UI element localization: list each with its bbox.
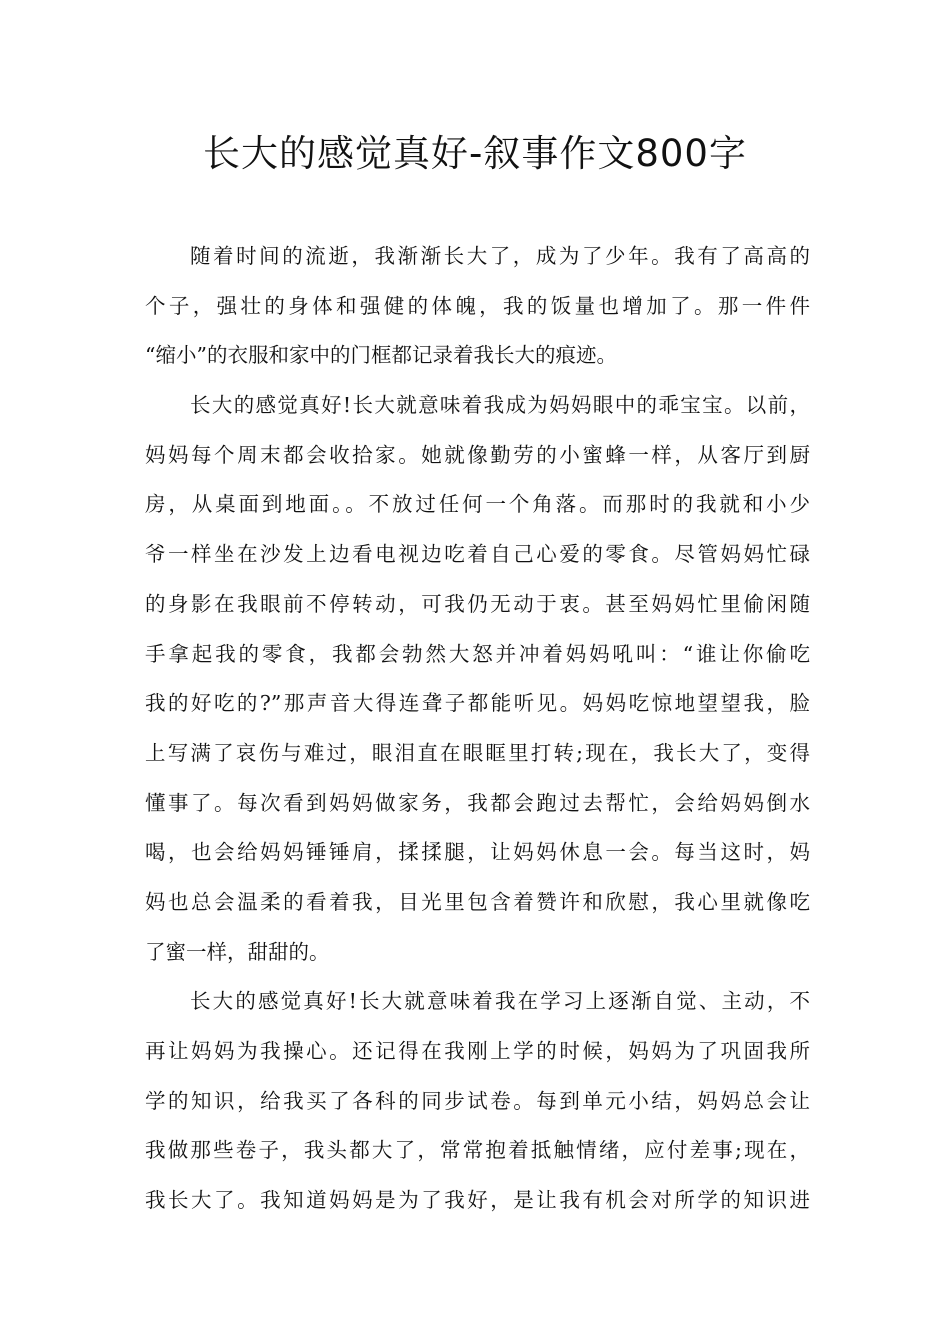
paragraph-2-line-9: 懂事了。每次看到妈妈做家务，我都会跑过去帮忙，会给妈妈倒水 [145,790,810,815]
paragraph-3-line-2: 再让妈妈为我操心。还记得在我刚上学的时候，妈妈为了巩固我所 [145,1039,810,1063]
paragraph-3-line-3: 学的知识，给我买了各科的同步试卷。每到单元小结，妈妈总会让 [145,1088,810,1113]
document-title: 长大的感觉真好-叙事作文800字 [203,132,747,175]
paragraph-2-line-11: 妈也总会温柔的看着我，目光里包含着赞许和欣慰，我心里就像吃 [145,889,810,914]
paragraph-2-line-5: 的身影在我眼前不停转动，可我仍无动于衷。甚至妈妈忙里偷闲随 [145,591,810,616]
paragraph-2-line-6: 手拿起我的零食，我都会勃然大怒并冲着妈妈吼叫：“谁让你偷吃 [145,641,810,666]
paragraph-2-line-8: 上写满了哀伤与难过，眼泪直在眼眶里打转;现在，我长大了，变得 [145,740,810,765]
paragraph-2-line-1: 长大的感觉真好!长大就意味着我成为妈妈眼中的乖宝宝。以前， [190,393,810,418]
paragraph-2-line-12: 了蜜一样，甜甜的。 [145,939,330,964]
paragraph-1-line-3: “缩小”的衣服和家中的门框都记录着我长大的痕迹。 [145,343,617,368]
paragraph-1-line-1: 随着时间的流逝，我渐渐长大了，成为了少年。我有了高高的 [190,244,810,268]
paragraph-3-line-1: 长大的感觉真好!长大就意味着我在学习上逐渐自觉、主动，不 [190,989,810,1014]
paragraph-3-line-4: 我做那些卷子，我头都大了，常常抱着抵触情绪，应付差事;现在， [145,1138,810,1163]
paragraph-2-line-4: 爷一样坐在沙发上边看电视边吃着自己心爱的零食。尽管妈妈忙碌 [145,542,810,567]
paragraph-2-line-10: 喝，也会给妈妈锤锤肩，揉揉腿，让妈妈休息一会。每当这时，妈 [145,840,810,865]
paragraph-2-line-3: 房，从桌面到地面。。不放过任何一个角落。而那时的我就和小少 [145,492,810,517]
paragraph-3-line-5: 我长大了。我知道妈妈是为了我好，是让我有机会对所学的知识进 [145,1188,810,1213]
paragraph-1-line-2: 个子，强壮的身体和强健的体魄，我的饭量也增加了。那一件件 [145,293,810,318]
document-body [145,232,810,1226]
paragraph-2-line-2: 妈妈每个周末都会收拾家。她就像勤劳的小蜜蜂一样，从客厅到厨 [145,442,810,467]
paragraph-2-line-7: 我的好吃的?”那声音大得连聋子都能听见。妈妈吃惊地望望我，脸 [145,691,810,716]
